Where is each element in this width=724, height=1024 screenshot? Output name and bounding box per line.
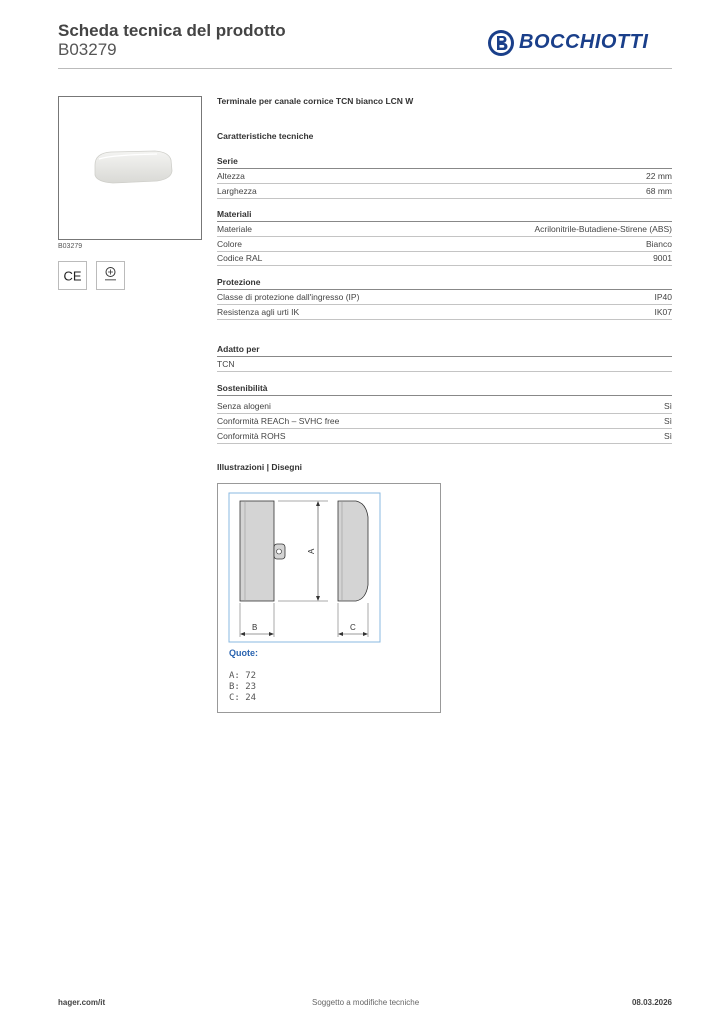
technical-drawing-frame xyxy=(217,483,441,713)
row-label: Conformità REACh – SVHC free xyxy=(217,416,340,426)
row-value: 9001 xyxy=(653,253,672,263)
footer-disclaimer: Soggetto a modifiche tecniche xyxy=(312,998,420,1007)
dim-label-a: A xyxy=(307,548,316,554)
product-image-frame xyxy=(58,96,202,240)
quote-value: C: 24 xyxy=(229,693,257,703)
section-title-serie: Serie xyxy=(217,156,672,169)
row-label: Altezza xyxy=(217,171,245,181)
product-code-heading: B03279 xyxy=(58,40,117,59)
row-label: TCN xyxy=(217,359,235,369)
row-value: Acrilonitrile-Butadiene-Stirene (ABS) xyxy=(534,224,672,234)
row-value: IK07 xyxy=(654,307,672,317)
ce-mark-text: CE xyxy=(63,268,82,284)
table-row xyxy=(217,237,672,252)
table-row xyxy=(217,251,672,266)
row-label: Senza alogeni xyxy=(217,401,271,411)
footer-date: 08.03.2026 xyxy=(631,998,672,1007)
table-row xyxy=(217,429,672,444)
logo-b-icon xyxy=(487,29,515,57)
quote-title: Quote: xyxy=(229,648,258,658)
quote-value: B: 23 xyxy=(229,682,257,692)
row-value: IP40 xyxy=(654,292,672,302)
section-title-adatto-per: Adatto per xyxy=(217,344,672,357)
row-label: Colore xyxy=(217,239,243,249)
product-image-caption: B03279 xyxy=(58,243,83,250)
illustrations-title: Illustrazioni | Disegni xyxy=(217,462,303,472)
page-title: Scheda tecnica del prodotto xyxy=(58,21,286,40)
row-label: Resistenza agli urti IK xyxy=(217,307,300,317)
table-row xyxy=(217,357,672,372)
table-row xyxy=(217,399,672,414)
section-title-materiali: Materiali xyxy=(217,209,672,222)
logo-text: BOCCHIOTTI xyxy=(519,31,649,53)
row-value: Sì xyxy=(663,416,672,426)
characteristics-title: Caratteristiche tecniche xyxy=(217,131,314,141)
row-value: Sì xyxy=(663,431,672,441)
technical-drawing xyxy=(218,484,440,644)
table-row xyxy=(217,184,672,199)
table-row xyxy=(217,169,672,184)
row-value: 22 mm xyxy=(646,171,672,181)
bocchiotti-logo xyxy=(487,29,667,59)
header-divider xyxy=(58,68,672,69)
side-view-shape xyxy=(338,501,368,601)
section-title-protezione: Protezione xyxy=(217,277,672,290)
row-label: Classe di protezione dall'ingresso (IP) xyxy=(217,292,360,302)
table-row xyxy=(217,305,672,320)
table-row xyxy=(217,290,672,305)
product-image xyxy=(59,97,201,239)
row-label: Conformità ROHS xyxy=(217,431,286,441)
ce-mark-icon xyxy=(58,261,87,290)
row-label: Larghezza xyxy=(217,186,257,196)
dim-label-b: B xyxy=(252,623,258,632)
row-value: Bianco xyxy=(646,239,672,249)
certificate-icon xyxy=(96,261,125,290)
table-row xyxy=(217,222,672,237)
product-description: Terminale per canale cornice TCN bianco LCN W xyxy=(217,96,414,106)
section-title-sostenibilita: Sostenibilità xyxy=(217,383,672,396)
quote-value: A: 72 xyxy=(229,671,257,681)
row-value: 68 mm xyxy=(646,186,672,196)
dim-label-c: C xyxy=(350,623,356,632)
row-label: Materiale xyxy=(217,224,252,234)
row-value: Sì xyxy=(663,401,672,411)
table-row xyxy=(217,414,672,429)
footer-website[interactable]: hager.com/it xyxy=(58,998,106,1007)
row-label: Codice RAL xyxy=(217,253,263,263)
